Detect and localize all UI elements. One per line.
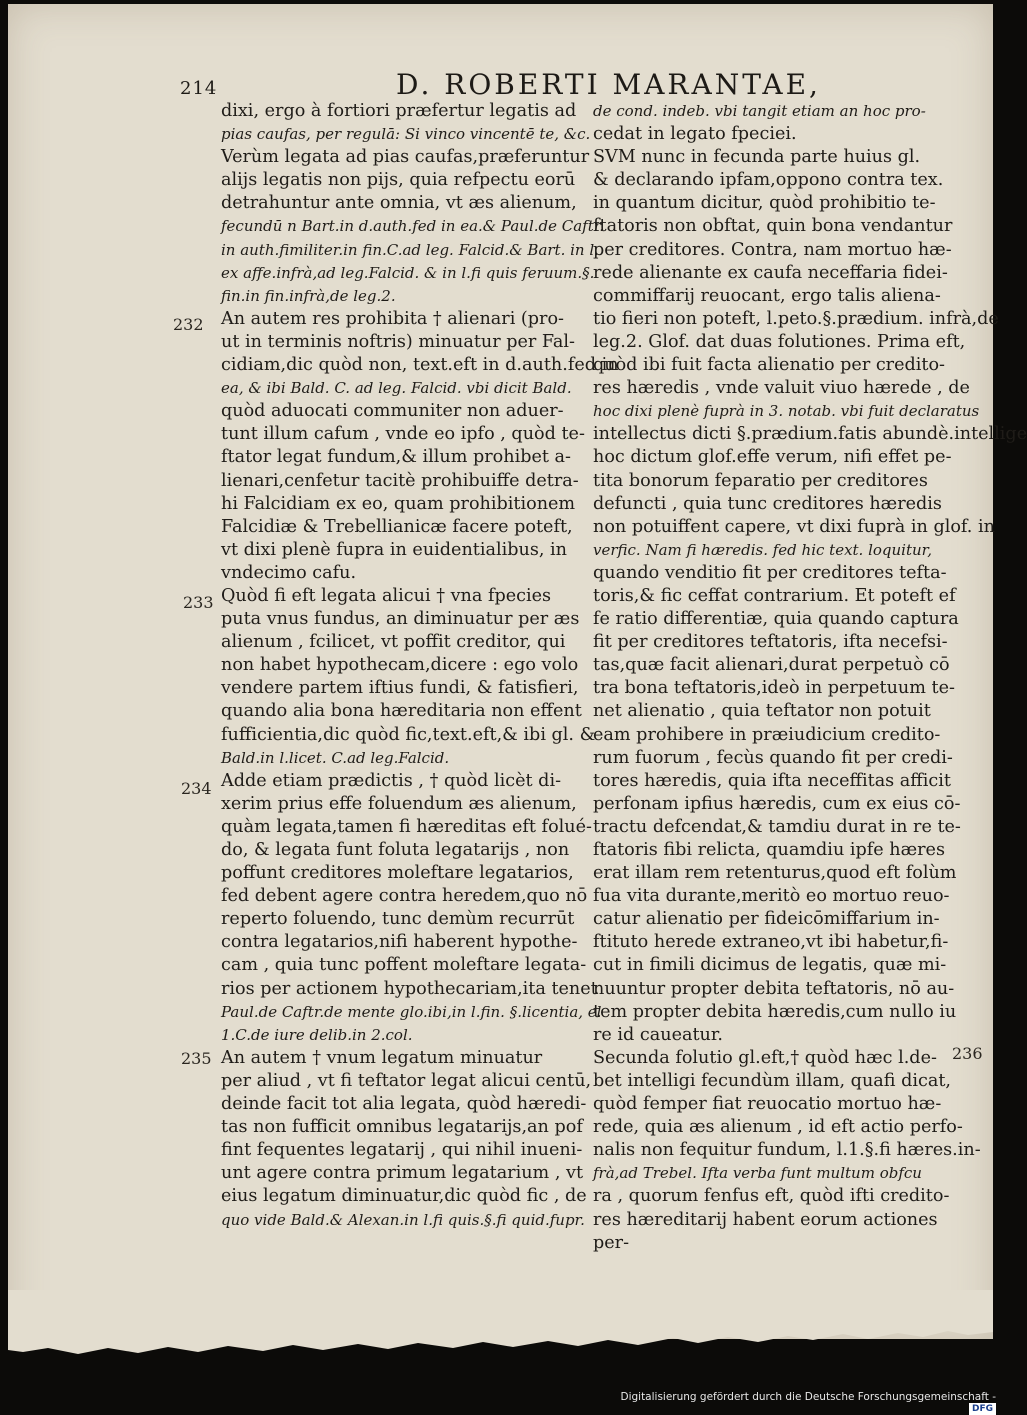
text-line: quòd ibi fuit facta alienatio per credito-: [593, 355, 945, 376]
text-line: fed debent agere contra heredem,quo nō: [221, 886, 588, 907]
text-line: fin.in fin.infrà,de leg.2.: [221, 286, 396, 305]
text-line: bet intelligi fecundùm illam, quafi dicat,: [593, 1070, 951, 1091]
text-line: defuncti , quia tunc creditores hæredis: [593, 493, 942, 514]
text-line: ea, & ibi Bald. C. ad leg. Falcid. vbi dicit Bald.: [221, 379, 572, 398]
text-line: ra , quorum fenfus eft, quòd ifti credito-: [593, 1186, 950, 1207]
text-line: An autem res prohibita † alienari (pro-: [221, 308, 564, 329]
text-line: cedat in legato fpeciei.: [593, 124, 797, 145]
text-line: hoc dictum glof.effe verum, nifi effet pe-: [593, 447, 952, 468]
text-line: ut in terminis noftris) minuatur per Fal-: [221, 331, 575, 352]
text-line: quando venditio fit per creditores tefta-: [593, 562, 947, 583]
text-line: cidiam,dic quòd non, text.eft in d.auth.fed in: [221, 355, 619, 376]
text-line: fint fequentes legatarij , qui nihil inueni-: [221, 1140, 583, 1161]
text-line: per-: [593, 1232, 630, 1253]
text-line: detrahuntur ante omnia, vt æs alienum,: [221, 193, 577, 214]
text-line: Bald.in l.licet. C.ad leg.Falcid.: [221, 748, 450, 767]
text-line: intellectus dicti §.prædium.fatis abundè.intellige: [593, 424, 1027, 445]
text-line: non potuiffent capere, vt dixi fuprà in glof. in: [593, 516, 995, 537]
margin-number: 233: [183, 593, 214, 612]
margin-number: 234: [181, 779, 212, 798]
text-line: Secunda folutio gl.eft,† quòd hæc l.de-: [593, 1047, 937, 1068]
text-line: quando alia bona hæreditaria non effent: [221, 701, 582, 722]
text-line: hi Falcidiam ex eo, quam prohibitionem: [221, 493, 576, 514]
footer-credit: [600, 1391, 1000, 1414]
text-line: res hæredis , vnde valuit viuo hærede , de: [593, 378, 970, 399]
text-line: per creditores. Contra, nam mortuo hæ-: [593, 239, 952, 260]
text-line: vendere partem iftius fundi, & fatisfieri,: [221, 678, 579, 699]
text-line: puta vnus fundus, an diminuatur per æs: [221, 609, 580, 630]
text-line: tunt illum cafum , vnde eo ipfo , quòd te-: [221, 424, 585, 445]
torn-page-edge: [8, 1290, 993, 1360]
text-line: vt dixi plenè fupra in euidentialibus, in: [221, 539, 567, 560]
text-line: deinde facit tot alia legata, quòd hæredi-: [221, 1094, 587, 1115]
text-line: fua vita durante,meritò eo mortuo reuo-: [593, 886, 950, 907]
text-line: nuuntur propter debita teftatoris, nō au-: [593, 978, 955, 999]
text-line: fecundū n Bart.in d.auth.fed in ea.& Paul.de Caftr.: [221, 217, 605, 236]
text-line: quòd aduocati communiter non aduer-: [221, 401, 564, 422]
text-line: ftatoris fibi relicta, quamdiu ipfe hæres: [593, 840, 945, 860]
text-line: xerim prius effe foluendum æs alienum,: [221, 793, 577, 814]
text-line: ftituto herede extraneo,vt ibi habetur,fi-: [593, 932, 949, 953]
text-line: leg.2. Glof. dat duas folutiones. Prima eft,: [593, 331, 966, 352]
margin-number: 232: [173, 315, 204, 334]
text-line: tio fieri non poteft, l.peto.§.prædium. infrà,de: [593, 308, 999, 329]
text-line: tas,quæ facit alienari,durat perpetuò cō: [593, 655, 950, 676]
text-line: catur alienatio per fideicōmiffarium in-: [593, 909, 940, 930]
dfg-logo: DFG: [969, 1403, 996, 1415]
text-line: alienum , fcilicet, vt poffit creditor, qui: [221, 632, 566, 653]
text-line: ex affe.infrà,ad leg.Falcid. & in l.fi quis feruum.§.: [221, 263, 595, 282]
text-line: pias caufas, per regulā: Si vinco vincentē te, &c.: [221, 125, 591, 144]
text-line: Falcidiæ & Trebellianicæ facere poteft,: [221, 516, 573, 537]
text-line: in quantum dicitur, quòd prohibitio te-: [593, 193, 936, 214]
text-line: quo vide Bald.& Alexan.in l.fi quis.§.fi quid.fupr.: [221, 1210, 585, 1229]
text-line: per aliud , vt fi teftator legat alicui centū,: [221, 1070, 592, 1091]
text-line: verfic. Nam fi hæredis. fed hic text. loquitur,: [593, 540, 932, 559]
text-line: Quòd fi eft legata alicui † vna fpecies: [221, 585, 552, 606]
text-line: lienari,cenfetur tacitè prohibuiffe detra-: [221, 470, 579, 491]
text-line: fufficientia,dic quòd fic,text.eft,& ibi gl. &: [221, 724, 596, 745]
text-line: cut in fimili dicimus de legatis, quæ mi-: [593, 955, 947, 976]
text-line: ftator legat fundum,& illum prohibet a-: [221, 447, 571, 468]
text-line: contra legatarios,nifi haberent hypothe-: [221, 932, 578, 953]
text-line: poffunt creditores moleftare legatarios,: [221, 863, 574, 884]
text-line: de cond. indeb. vbi tangit etiam an hoc pro-: [593, 102, 926, 120]
text-line: SVM nunc in fecunda parte huius gl.: [593, 147, 921, 168]
text-line: reperto foluendo, tunc demùm recurrūt: [221, 909, 575, 930]
text-line: rum fuorum , fecùs quando fit per credi-: [593, 747, 953, 768]
text-line: eam prohibere in præiudicium credito-: [593, 724, 941, 745]
text-line: rede alienante ex caufa neceffaria fidei-: [593, 262, 948, 283]
text-line: eius legatum diminuatur,dic quòd fic , de: [221, 1186, 587, 1207]
text-line: & declarando ipfam,oppono contra tex.: [593, 170, 944, 191]
text-line: tra bona teftatoris,ideò in perpetuum te-: [593, 678, 955, 699]
text-line: alijs legatis non pijs, quia refpectu eorū: [221, 170, 576, 191]
text-line: quàm legata,tamen fi hæreditas eft folué-: [221, 816, 592, 837]
text-line: rede, quia æs alienum , id eft actio perfo-: [593, 1117, 963, 1138]
text-line: net alienatio , quia teftator non potuit: [593, 701, 931, 722]
text-line: tores hæredis, quia ifta neceffitas afficit: [593, 770, 951, 791]
text-line: nalis non fequitur fundum, l.1.§.fi hæres.in-: [593, 1140, 981, 1161]
text-line: quòd femper fiat reuocatio mortuo hæ-: [593, 1094, 942, 1115]
text-line: fit per creditores teftatoris, ifta necefsi-: [593, 632, 948, 653]
text-line: hoc dixi plenè fuprà in 3. notab. vbi fuit declaratus: [593, 402, 980, 421]
margin-number: 235: [181, 1049, 212, 1068]
text-line: tas non fufficit omnibus legatarijs,an pof: [221, 1117, 583, 1138]
text-line: unt agere contra primum legatarium , vt: [221, 1163, 584, 1184]
text-line: Paul.de Caftr.de mente glo.ibi,in l.fin. §.licentia, el: [221, 1002, 602, 1021]
text-line: Verùm legata ad pias caufas,præferuntur: [221, 147, 590, 168]
text-line: commiffarij reuocant, ergo talis aliena-: [593, 285, 941, 306]
text-line: tractu defcendat,& tamdiu durat in re te-: [593, 816, 961, 837]
left-column: [221, 100, 619, 1232]
text-line: toris,& fic ceffat contrarium. Et poteft ef: [593, 585, 956, 606]
text-line: frà,ad Trebel. Ifta verba funt multum obfcu: [593, 1164, 922, 1183]
text-line: 1.C.de iure delib.in 2.col.: [221, 1025, 413, 1044]
page-header: [8, 64, 993, 104]
text-line: erat illam rem retenturus,quod eft folùm: [593, 863, 957, 884]
text-line: non habet hypothecam,dicere : ego volo: [221, 655, 579, 676]
text-line: re id caueatur.: [593, 1024, 723, 1045]
text-line: ftatoris non obftat, quin bona vendantur: [593, 216, 953, 237]
text-line: vndecimo cafu.: [221, 562, 357, 583]
page-number: 214: [180, 78, 218, 99]
margin-number: 236: [952, 1044, 983, 1063]
text-line: res hæreditarij habent eorum actiones: [593, 1209, 938, 1230]
text-line: cam , quia tunc poffent moleftare legata-: [221, 955, 587, 976]
footer-text: Digitalisierung gefördert durch die Deutsche Forschungsgemeinschaft -: [620, 1391, 996, 1403]
text-line: do, & legata funt foluta legatarijs , non: [221, 840, 570, 860]
text-line: perfonam ipfius hæredis, cum ex eius cō-: [593, 793, 961, 814]
book-page: [8, 4, 1027, 1339]
text-line: rios per actionem hypothecariam,ita tenet: [221, 978, 598, 999]
text-line: dixi, ergo à fortiori præfertur legatis ad: [221, 101, 577, 121]
text-line: in auth.fimiliter.in fin.C.ad leg. Falcid.& Bart. in l.: [221, 240, 599, 259]
text-line: An autem † vnum legatum minuatur: [221, 1047, 543, 1068]
running-title: D. ROBERTI MARANTAE,: [396, 68, 821, 101]
text-line: fe ratio differentiæ, quia quando captura: [593, 609, 959, 630]
text-line: tem propter debita hæredis,cum nullo iu: [593, 1001, 957, 1022]
text-line: tita bonorum feparatio per creditores: [593, 470, 928, 491]
text-line: Adde etiam prædictis , † quòd licèt di-: [221, 770, 562, 791]
